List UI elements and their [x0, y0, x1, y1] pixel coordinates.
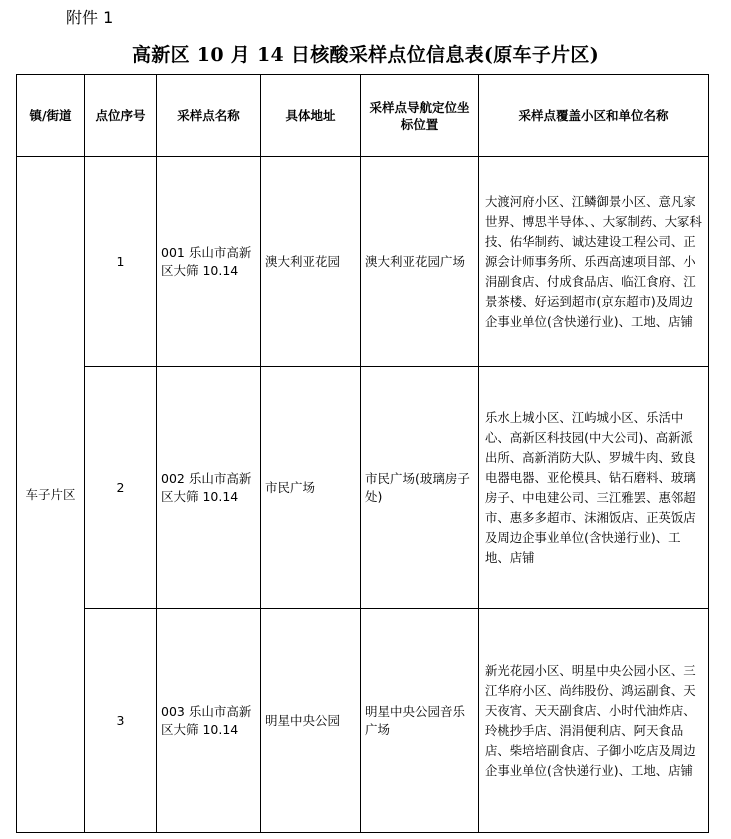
table-row — [17, 157, 709, 367]
coverage-cell: 新光花园小区、明星中央公园小区、三江华府小区、尚纬股份、鸿运副食、天天夜宵、天天副食店、小时代油炸店、玲桃抄手店、涓涓便利店、阿天食品店、柴培培副食店、子御小吃店及周边企事业单位(含快递行业)、工地、店铺 — [479, 609, 709, 833]
sampling-site-table — [16, 74, 709, 833]
site-name-cell: 002 乐山市高新区大筛 10.14 — [157, 367, 261, 609]
table-row — [17, 367, 709, 609]
seq-cell: 1 — [85, 157, 157, 367]
address-cell: 澳大利亚花园 — [261, 157, 361, 367]
table-header-row — [17, 75, 709, 157]
address-cell: 明星中央公园 — [261, 609, 361, 833]
nav-cell: 明星中央公园音乐广场 — [361, 609, 479, 833]
header-seq: 点位序号 — [85, 75, 157, 157]
header-district: 镇/街道 — [17, 75, 85, 157]
nav-cell: 澳大利亚花园广场 — [361, 157, 479, 367]
header-nav: 采样点导航定位坐标位置 — [361, 75, 479, 157]
header-coverage: 采样点覆盖小区和单位名称 — [479, 75, 709, 157]
header-address: 具体地址 — [261, 75, 361, 157]
seq-cell: 2 — [85, 367, 157, 609]
table-row — [17, 609, 709, 833]
district-cell: 车子片区 — [17, 157, 85, 833]
site-name-cell: 001 乐山市高新区大筛 10.14 — [157, 157, 261, 367]
site-name-cell: 003 乐山市高新区大筛 10.14 — [157, 609, 261, 833]
address-cell: 市民广场 — [261, 367, 361, 609]
seq-cell: 3 — [85, 609, 157, 833]
header-site-name: 采样点名称 — [157, 75, 261, 157]
coverage-cell: 大渡河府小区、江鳞御景小区、意凡家世界、博思半导体、、大冢制药、大冢科技、佑华制药、诚达建设工程公司、正源会计师事务所、乐西高速项目部、小涓副食店、付成食品店、临江食府、江景茶楼、好运到超市(京东超市)及周边企事业单位(含快递行业)、工地、店铺 — [479, 157, 709, 367]
coverage-cell: 乐水上城小区、江屿城小区、乐活中心、高新区科技园(中大公司)、高新派出所、高新消防大队、罗城牛肉、致良电器电器、亚伦模具、钻石磨料、玻璃房子、中电建公司、三江雅罢、惠邻超市、惠多多超市、沫湘饭店、正英饭店及周边企事业单位(含快递行业)、工地、店铺 — [479, 367, 709, 609]
nav-cell: 市民广场(玻璃房子处) — [361, 367, 479, 609]
page-title: 高新区 10 月 14 日核酸采样点位信息表(原车子片区) — [131, 44, 600, 66]
attachment-label: 附件 1 — [66, 8, 114, 27]
